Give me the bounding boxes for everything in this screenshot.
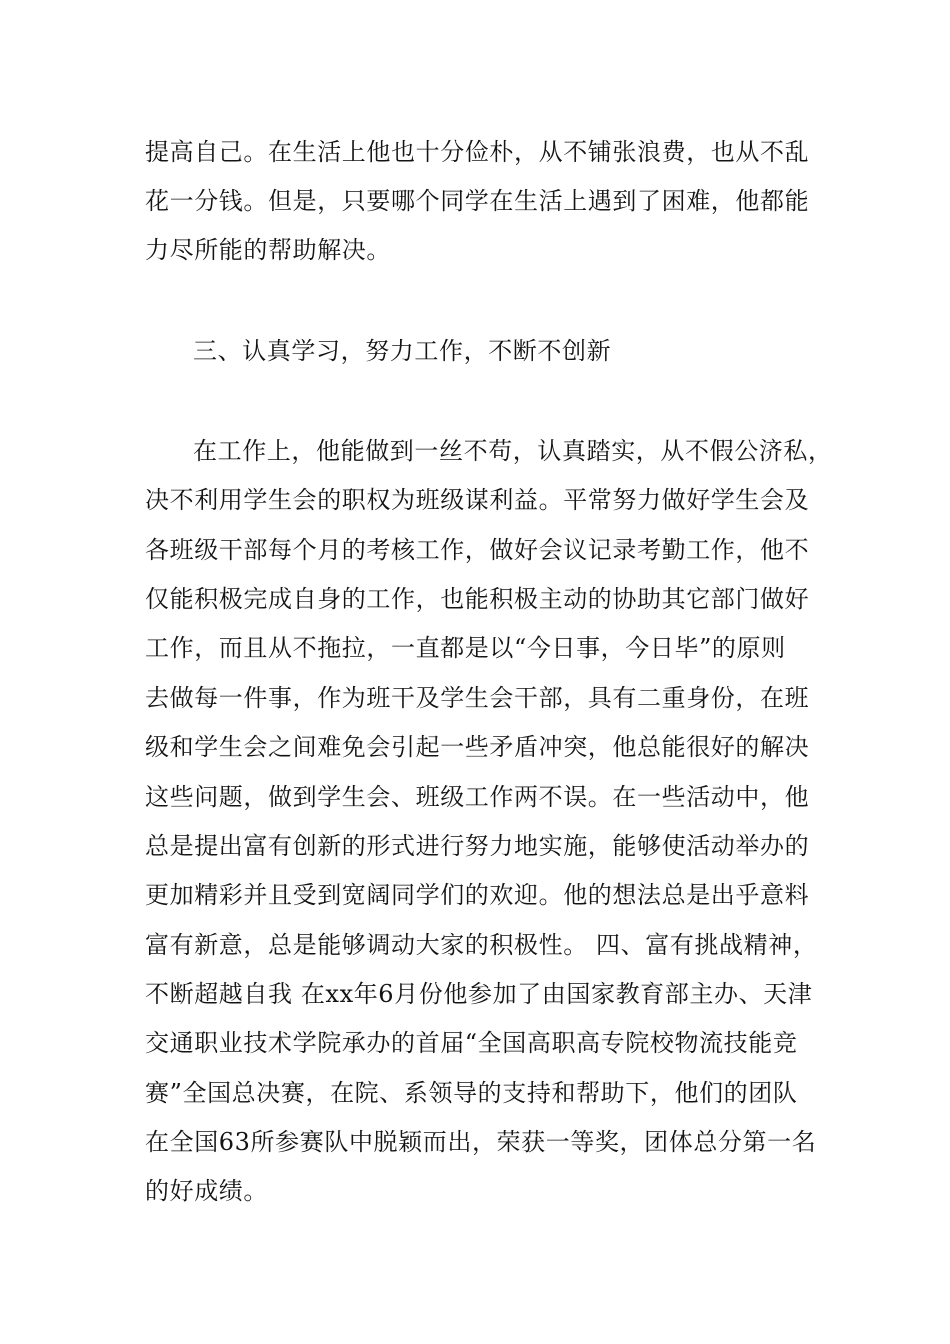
paragraph-line: 富有新意，总是能够调动大家的积极性。 四、富有挑战精神，: [145, 931, 818, 959]
paragraph-line: 赛”全国总决赛，在院、系领导的支持和帮助下，他们的团队: [145, 1079, 798, 1107]
paragraph-line: 去做每一件事，作为班干及学生会干部，具有二重身份，在班: [145, 684, 810, 712]
paragraph-line: 花一分钱。但是，只要哪个同学在生活上遇到了困难，他都能: [145, 187, 810, 215]
paragraph-line: 提高自己。在生活上他也十分俭朴，从不铺张浪费，也从不乱: [145, 138, 810, 166]
paragraph-line: 这些问题，做到学生会、班级工作两不误。在一些活动中，他: [145, 783, 810, 811]
paragraph-line: 决不利用学生会的职权为班级谋利益。平常努力做好学生会及: [145, 486, 810, 514]
paragraph-line: 在工作上，他能做到一丝不苟，认真踏实，从不假公济私，: [193, 437, 833, 465]
paragraph-line: 更加精彩并且受到宽阔同学们的欢迎。他的想法总是出乎意料: [145, 881, 810, 909]
paragraph-line: 的好成绩。: [145, 1177, 268, 1205]
paragraph-line: 总是提出富有创新的形式进行努力地实施，能够使活动举办的: [145, 832, 810, 860]
paragraph-line: 力尽所能的帮助解决。: [145, 236, 391, 264]
paragraph-line: 不断超越自我 在xx年6月份他参加了由国家教育部主办、天津: [145, 980, 813, 1008]
paragraph-line: 各班级干部每个月的考核工作，做好会议记录考勤工作，他不: [145, 536, 810, 564]
paragraph-line: 工作，而且从不拖拉，一直都是以“今日事，今日毕”的原则: [145, 634, 786, 662]
section-heading: 三、认真学习，努力工作，不断不创新: [193, 337, 612, 365]
paragraph-line: 级和学生会之间难免会引起一些矛盾冲突，他总能很好的解决: [145, 733, 810, 761]
paragraph-line: 仅能积极完成自身的工作，也能积极主动的协助其它部门做好: [145, 585, 810, 613]
paragraph-line: 在全国63所参赛队中脱颖而出，荣获一等奖，团体总分第一名: [145, 1128, 817, 1156]
paragraph-line: 交通职业技术学院承办的首届“全国高职高专院校物流技能竞: [145, 1029, 798, 1057]
